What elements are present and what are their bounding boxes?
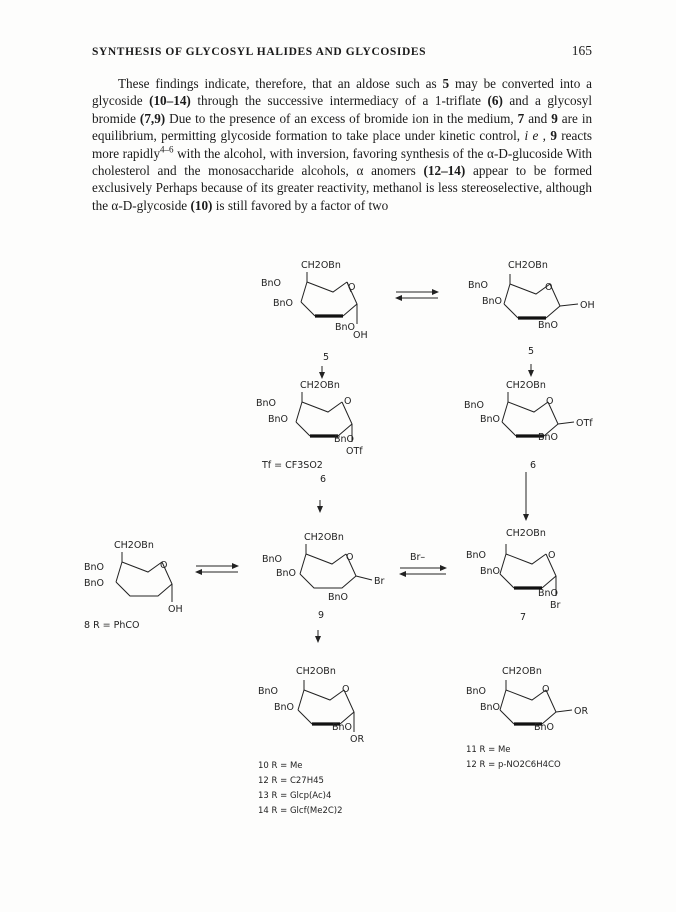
bno-label: BnO — [276, 568, 297, 579]
ch2obn-label: CH2OBn — [296, 666, 336, 677]
equilibrium-arrow — [396, 292, 438, 298]
equilibrium-arrow — [196, 566, 238, 572]
running-title: SYNTHESIS OF GLYCOSYL HALIDES AND GLYCOSIDES — [92, 46, 427, 58]
bno-label: BnO — [538, 588, 559, 599]
bno-label: BnO — [480, 702, 501, 713]
r-definition: 11 R = Me — [466, 745, 511, 755]
bromide-label: Br — [550, 600, 561, 611]
bno-label: BnO — [335, 322, 356, 333]
compound-number: 9 — [318, 610, 325, 621]
structure-5-alpha — [261, 260, 368, 363]
hydroxyl-label: OH — [353, 330, 368, 341]
ch2obn-label: CH2OBn — [114, 540, 154, 551]
abbreviation: i e , — [524, 128, 546, 144]
compound-ref: 7 — [517, 110, 525, 126]
compound-ref: 9 — [551, 110, 558, 126]
text-segment: through the successive intermediacy of a 1-triflate — [197, 93, 481, 109]
ring-oxygen-label: O — [344, 396, 352, 407]
bno-label: BnO — [466, 550, 487, 561]
bno-label: BnO — [256, 398, 277, 409]
compound-number: 6 — [320, 474, 327, 485]
compound-ref: (10) — [190, 197, 213, 213]
ring-oxygen-label: O — [548, 550, 556, 561]
bno-label: BnO — [258, 686, 279, 697]
bromide-label: Br — [374, 576, 385, 587]
bno-label: BnO — [464, 400, 485, 411]
ring-oxygen-label: O — [348, 282, 356, 293]
text-segment: and — [528, 110, 548, 126]
equilibrium-arrow — [400, 552, 446, 574]
compound-ref: (6) — [487, 93, 503, 109]
compound-number: 7 — [520, 612, 527, 623]
bno-label: BnO — [538, 320, 559, 331]
compound-number: 6 — [530, 460, 537, 471]
ch2obn-label: CH2OBn — [304, 532, 344, 543]
bno-label: BnO — [328, 592, 349, 603]
text-segment: and a glycosyl bromide — [92, 93, 593, 126]
triflate-label: OTf — [576, 418, 593, 429]
hydroxyl-label: OH — [168, 604, 183, 615]
bno-label: BnO — [274, 702, 295, 713]
compound-number: 5 — [323, 352, 330, 363]
compound-number: 5 — [528, 346, 535, 357]
text-segment: is still favored by a factor of two — [215, 197, 389, 213]
ch2obn-label: CH2OBn — [506, 528, 546, 539]
text-segment: reacts more rapidly — [92, 128, 593, 161]
structure-7 — [466, 528, 561, 623]
bno-label: BnO — [84, 562, 105, 573]
bno-label: BnO — [468, 280, 489, 291]
structure-6-alpha — [256, 380, 363, 485]
text-segment: appear to be formed exclusively Perhaps because of its greater reactivity, methanol is less stereoselective, although the α-D-glycoside — [92, 163, 593, 213]
text-segment: are in equilibrium, permitting glycoside formation to take place under kinetic control, — [92, 110, 593, 144]
ring-oxygen-label: O — [542, 684, 550, 695]
compound-ref: (10–14) — [149, 93, 191, 109]
bromide-ion-label: Br– — [410, 552, 426, 563]
bno-label: BnO — [261, 278, 282, 289]
r-definition: 10 R = Me — [258, 761, 303, 771]
bno-label: BnO — [84, 578, 105, 589]
ring-oxygen-label: O — [546, 396, 554, 407]
text-segment: with the alcohol, with inversion, favoring synthesis of the α-D-glucoside With cholesterol and the monosaccharide alcohols, α anomers — [92, 145, 593, 179]
ch2obn-label: CH2OBn — [301, 260, 341, 271]
alkoxy-label: OR — [574, 706, 589, 717]
bno-label: BnO — [534, 722, 555, 733]
ring-oxygen-label: O — [545, 282, 553, 293]
bno-label: BnO — [480, 414, 501, 425]
bno-label: BnO — [273, 298, 294, 309]
structure-5-beta — [468, 260, 595, 357]
r-definition: 12 R = p-NO2C6H4CO — [466, 760, 561, 770]
compound-ref: (12–14) — [423, 163, 466, 179]
triflate-label: OTf — [346, 446, 363, 457]
bno-label: BnO — [538, 432, 559, 443]
bno-label: BnO — [466, 686, 487, 697]
structure-alpha-glycoside — [258, 666, 364, 745]
bno-label: BnO — [480, 566, 501, 577]
bno-label: BnO — [262, 554, 283, 565]
compound-ref: 9 — [550, 128, 557, 144]
structure-8 — [84, 540, 183, 631]
ch2obn-label: CH2OBn — [508, 260, 548, 271]
r-definition: 13 R = Glcp(Ac)4 — [258, 791, 332, 801]
reference-superscript: 4–6 — [160, 144, 174, 155]
text-segment: These findings indicate, therefore, that an aldose such as — [118, 76, 437, 91]
ch2obn-label: CH2OBn — [506, 380, 546, 391]
ring-oxygen-label: O — [160, 560, 168, 571]
bno-label: BnO — [482, 296, 503, 307]
structure-6-beta — [464, 380, 593, 471]
r-definition: 14 R = Glcf(Me2C)2 — [258, 806, 343, 816]
compound-ref: (7,9) — [139, 110, 166, 126]
bno-label: BnO — [268, 414, 289, 425]
structure-beta-glycoside — [466, 666, 588, 733]
ch2obn-label: CH2OBn — [300, 380, 340, 391]
compound-ref: 5 — [442, 76, 450, 91]
structure-9 — [262, 532, 385, 621]
page-number: 165 — [571, 43, 592, 58]
ring-oxygen-label: O — [342, 684, 350, 695]
protecting-group-definition: 8 R = PhCO — [84, 620, 140, 631]
r-definition: 12 R = C27H45 — [258, 776, 324, 786]
r-group-definitions — [258, 745, 561, 816]
alkoxy-label: OR — [350, 734, 365, 745]
text-segment: may be converted into a glycoside — [92, 76, 593, 109]
triflate-definition: Tf = CF3SO2 — [262, 460, 323, 471]
bno-label: BnO — [332, 722, 353, 733]
bno-label: BnO — [334, 434, 355, 445]
ring-oxygen-label: O — [346, 552, 354, 563]
hydroxyl-label: OH — [580, 300, 595, 311]
ch2obn-label: CH2OBn — [502, 666, 542, 677]
text-segment: Due to the presence of an excess of bromide ion in the medium, — [169, 110, 514, 126]
